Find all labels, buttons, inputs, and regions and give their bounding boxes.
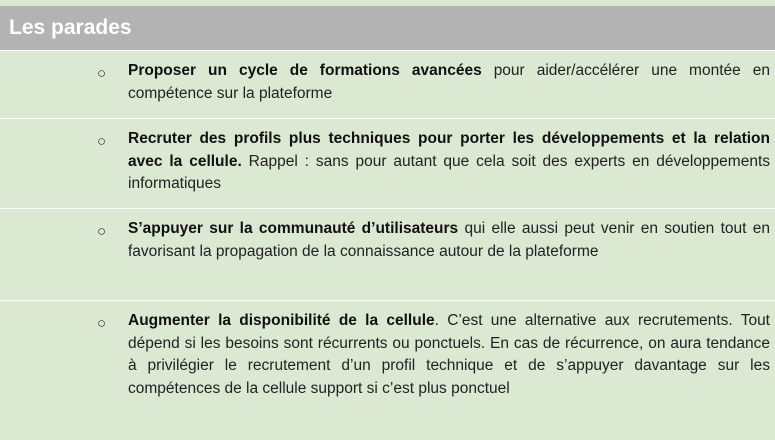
- list-item-rest: qui elle aussi peut venir en soutien tout en favorisant la propagation de la connaissance autour de la plateforme: [128, 220, 771, 260]
- list-item-text: [128, 218, 770, 263]
- bullet-icon: ○: [97, 65, 107, 82]
- list-item: [0, 300, 775, 440]
- section-title: Les parades: [9, 16, 132, 39]
- bullet-icon: ○: [97, 223, 107, 240]
- list-item-rest: . C’est une alternative aux recrutements. Tout dépend si les besoins sont récurrents ou ponctuels. En cas de récurrence, on aura tendance à privilégier le recrutement d’un profil technique et de s’appuyer davantage sur les compétences de la cellule support si c’est plus ponctuel: [128, 312, 770, 397]
- list-item: [0, 208, 775, 300]
- list-item-text: [128, 310, 770, 400]
- list-item-bold: S’appuyer sur la communauté d’utilisateurs: [128, 220, 459, 237]
- list-item-text: [128, 128, 770, 196]
- list-item-bold: Proposer un cycle de formations avancées: [128, 62, 482, 79]
- bullet-icon: ○: [97, 133, 107, 150]
- list-item-rest: pour aider/accélérer une montée en compétence sur la plateforme: [128, 62, 770, 102]
- section-header: [0, 6, 775, 50]
- list-item: [0, 50, 775, 118]
- list-item-rest: Rappel : sans pour autant que cela soit des experts en développements informatiques: [128, 152, 771, 192]
- list-item: [0, 118, 775, 208]
- list-item-bold: Augmenter la disponibilité de la cellule: [128, 312, 435, 329]
- list-item-text: [128, 60, 770, 105]
- bullet-icon: ○: [97, 315, 107, 332]
- list-item-bold: Recruter des profils plus techniques pour porter les développements et la relation avec la cellule.: [128, 130, 770, 170]
